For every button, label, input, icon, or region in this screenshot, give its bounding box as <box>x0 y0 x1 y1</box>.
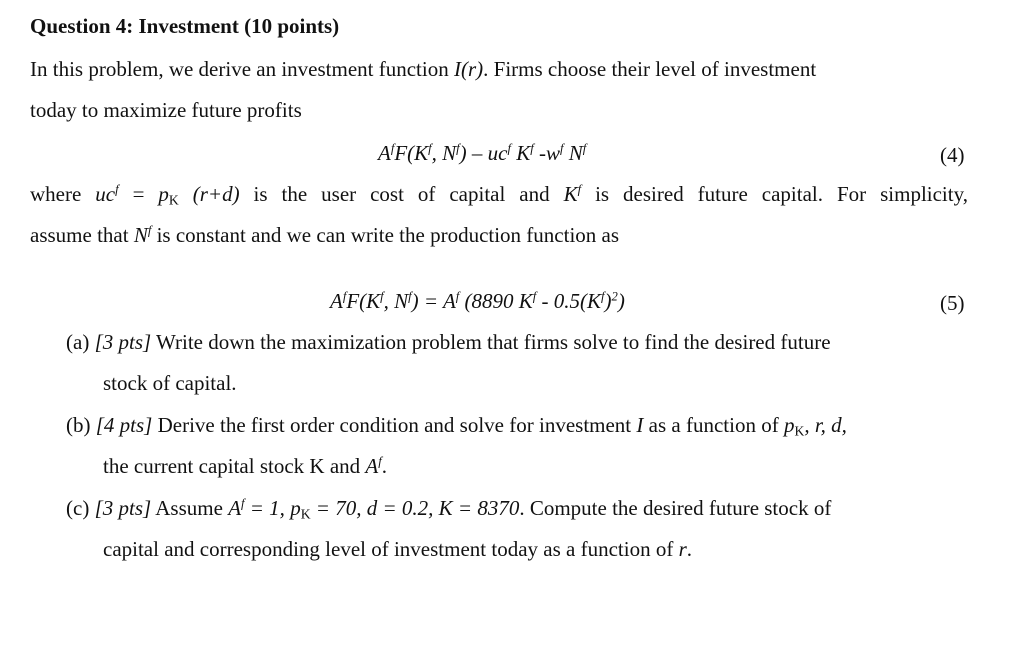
intro-text: In this problem, we derive an investment function <box>30 57 454 81</box>
eq-symbol: ) <box>604 289 612 313</box>
eq-symbol: , N <box>431 141 457 165</box>
assume-line <box>30 221 619 249</box>
price-symbol: p <box>158 182 169 206</box>
eq-superscript: f <box>560 141 564 156</box>
eq-symbol: ) – uc <box>459 141 508 165</box>
eq-symbol: A <box>330 289 343 313</box>
eq-superscript: f <box>147 223 152 238</box>
eq-superscript: f <box>408 289 412 304</box>
eq-symbol: -w <box>533 141 561 165</box>
part-label: (a) <box>66 330 95 354</box>
investment-symbol: I <box>636 413 644 437</box>
assume-text: assume that <box>30 223 134 247</box>
eq-superscript: f <box>380 289 384 304</box>
eq-superscript: f <box>530 141 534 156</box>
where-text: = <box>118 182 159 206</box>
where-text: is desired future capital. For simplicity, <box>581 182 968 206</box>
part-a-line-1 <box>66 328 968 356</box>
part-c-line-1 <box>66 494 968 522</box>
part-text: Derive the first order condition and solve for investment <box>152 413 637 437</box>
interest-rate-symbol: r <box>678 537 687 561</box>
eq-superscript: f <box>378 454 382 469</box>
part-text: . <box>686 537 693 561</box>
eq-superscript: f <box>577 182 582 197</box>
equation-4 <box>378 139 586 167</box>
part-b-line-1 <box>66 411 968 439</box>
eq-superscript: f <box>390 141 395 156</box>
part-text: . <box>381 454 387 478</box>
eq-superscript: f <box>455 289 460 304</box>
equation-5-number: (5) <box>940 291 965 315</box>
part-a-line-2: stock of capital. <box>103 371 237 395</box>
intro-line-2: today to maximize future profits <box>30 98 302 122</box>
part-text: = 70, d = 0.2, K = 8370 <box>310 496 520 520</box>
price-symbol: p <box>290 496 301 520</box>
part-text: . Compute the desired future stock of <box>519 496 832 520</box>
part-text: Write down the maximization problem that firms solve to find the desired future <box>151 330 831 354</box>
productivity-symbol: A <box>365 454 379 478</box>
eq-superscript: f <box>241 496 245 511</box>
eq-symbol: (8890 K <box>459 289 533 313</box>
eq-symbol: - 0.5(K <box>536 289 602 313</box>
eq-symbol: , N <box>383 289 409 313</box>
labor-symbol: N <box>133 223 148 247</box>
intro-line-1 <box>30 55 816 83</box>
user-cost-symbol: uc <box>95 182 116 206</box>
eq-superscript: f <box>115 182 119 197</box>
part-label: (c) <box>66 496 95 520</box>
equation-5 <box>330 287 625 315</box>
eq-superscript: f <box>582 141 587 156</box>
part-text: Assume <box>151 496 229 520</box>
assume-text: is constant and we can write the production function as <box>151 223 620 247</box>
part-label: (b) <box>66 413 96 437</box>
productivity-symbol: A <box>228 496 242 520</box>
where-text: is the user cost of capital and <box>239 182 564 206</box>
price-symbol: p <box>783 413 795 437</box>
equation-4-number: (4) <box>940 143 965 167</box>
points-label: [3 pts] <box>94 496 152 520</box>
eq-symbol: ) = A <box>411 289 456 313</box>
points-label: [3 pts] <box>94 330 152 354</box>
eq-superscript: 2 <box>611 289 618 304</box>
where-text: where <box>30 182 96 206</box>
eq-symbol: F(K <box>346 289 381 313</box>
part-text: = 1, <box>244 496 291 520</box>
eq-symbol: N <box>563 141 583 165</box>
part-b-line-2 <box>103 452 387 480</box>
part-text: , r, d, <box>804 413 847 437</box>
eq-subscript: K <box>794 423 805 439</box>
question-title: Question 4: Investment (10 points) <box>30 14 340 38</box>
eq-superscript: f <box>342 289 347 304</box>
eq-symbol: K <box>511 141 531 165</box>
capital-symbol: K <box>563 182 578 206</box>
eq-subscript: K <box>300 506 311 522</box>
points-label: [4 pts] <box>95 413 153 437</box>
eq-superscript: f <box>456 141 460 156</box>
where-text: (r+d) <box>178 182 240 206</box>
part-text: the current capital stock K and <box>103 454 366 478</box>
eq-superscript: f <box>601 289 605 304</box>
investment-function: I(r) <box>453 57 484 81</box>
eq-symbol: A <box>378 141 391 165</box>
intro-text: . Firms choose their level of investment <box>483 57 817 81</box>
eq-subscript: K <box>168 192 179 208</box>
part-c-line-2 <box>103 535 692 563</box>
where-line <box>30 180 968 208</box>
eq-superscript: f <box>428 141 432 156</box>
eq-superscript: f <box>532 289 537 304</box>
part-text: as a function of <box>643 413 784 437</box>
part-text: capital and corresponding level of investment today as a function of <box>103 537 679 561</box>
eq-symbol: ) <box>617 289 625 313</box>
eq-symbol: F(K <box>394 141 429 165</box>
eq-superscript: f <box>507 141 511 156</box>
